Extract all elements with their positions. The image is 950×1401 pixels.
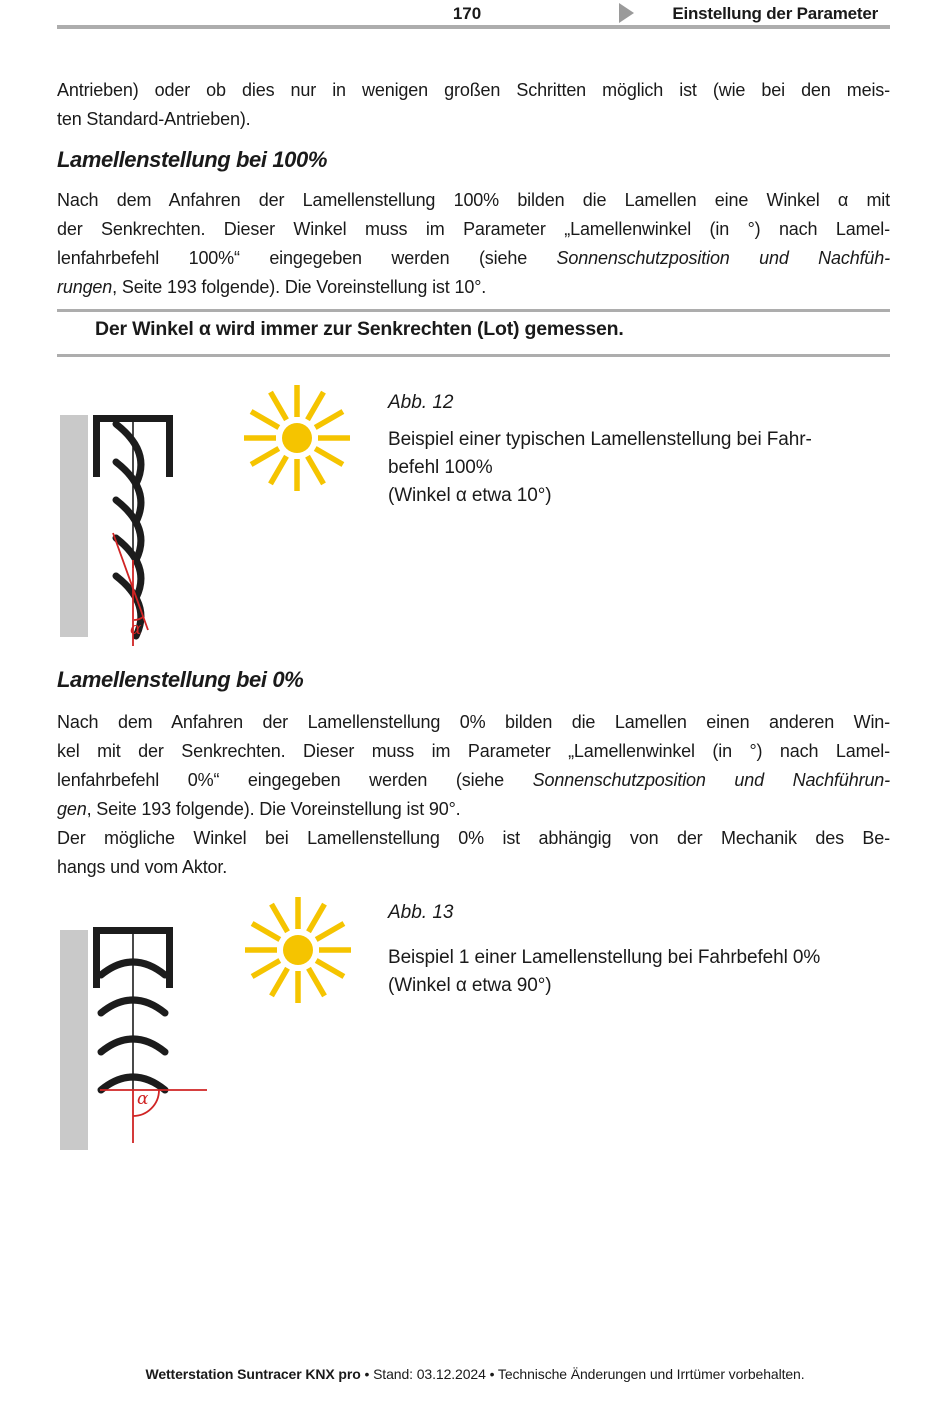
text-line (57, 795, 890, 824)
figure-label: Abb. 12 (388, 392, 454, 413)
text-segment: (Winkel α etwa 90°) (388, 975, 552, 996)
sun-icon (245, 897, 351, 1003)
sun-ray (251, 412, 279, 428)
italic-text-segment: rungen (57, 277, 113, 297)
text-line (57, 853, 890, 882)
sun-ray (271, 456, 287, 484)
italic-text-segment: Sonnenschutzposition und Nachführun- (532, 770, 891, 790)
header-rule (57, 25, 890, 29)
page-number: 170 (452, 4, 482, 23)
sun-ray (315, 412, 343, 428)
alpha-angle-label: α (130, 619, 142, 639)
text-line (57, 186, 890, 215)
text-segment: Beispiel einer typischen Lamellenstellung bei Fahr- (388, 429, 812, 450)
note-rule-bottom (57, 354, 890, 357)
sun-ray (252, 924, 280, 940)
figure-lamella-100-diagram (50, 378, 380, 652)
text-line (57, 708, 890, 737)
sun-ray (251, 449, 279, 465)
text-segment: , Seite 193 folgende). Die Voreinstellung ist 10°. (112, 277, 487, 297)
section-arrow-icon (618, 3, 635, 23)
text-line (57, 215, 890, 244)
sun-ray (316, 961, 344, 977)
text-segment: Beispiel 1 einer Lamellenstellung bei Fahrbefehl 0% (388, 947, 821, 968)
paragraph-lamellenstellung-0 (57, 708, 890, 824)
header-section-title: Einstellung der Parameter (672, 4, 878, 23)
sun-ray (308, 456, 324, 484)
text-segment: lenfahrbefehl 100%“ eingegeben werden (siehe (57, 248, 557, 268)
text-line (57, 766, 890, 795)
text-segment: hangs und vom Aktor. (57, 857, 228, 877)
text-line (57, 824, 890, 853)
note-rule-top (57, 309, 890, 312)
text-segment: Der mögliche Winkel bei Lamellenstellung 0% ist abhängig von der Mechanik des Be- (57, 828, 890, 848)
italic-text-segment: Sonnenschutzposition und Nachfüh- (556, 248, 890, 268)
heading-lamellenstellung-100: Lamellenstellung bei 100% (57, 147, 327, 172)
text-segment: , Seite 193 folgende). Die Voreinstellung ist 90°. (86, 799, 461, 819)
text-segment: (Winkel α etwa 10°) (388, 485, 552, 506)
note-text: Der Winkel α wird immer zur Senkrechten (Lot) gemessen. (95, 318, 624, 340)
sun-ray (308, 392, 324, 420)
sun-ray (271, 392, 287, 420)
figure-label: Abb. 13 (388, 902, 454, 923)
text-line (57, 273, 890, 302)
text-line (388, 426, 908, 454)
text-segment: der Senkrechten. Dieser Winkel muss im Parameter „Lamellenwinkel (in °) nach Lamel- (57, 219, 890, 239)
sun-disc (283, 935, 313, 965)
wall-bar (60, 415, 88, 637)
text-line (57, 105, 890, 134)
paragraph-intro (57, 76, 890, 134)
paragraph-lamellenstellung-100 (57, 186, 890, 302)
heading-lamellenstellung-0: Lamellenstellung bei 0% (57, 667, 304, 692)
wall-bar (60, 930, 88, 1150)
sun-icon (244, 385, 350, 491)
sun-ray (272, 968, 288, 996)
text-line (388, 454, 908, 482)
footer-product-name: Wetterstation Suntracer KNX pro (145, 1366, 361, 1382)
figure-caption (388, 426, 908, 510)
footer-revision-text: • Stand: 03.12.2024 • Technische Änderungen und Irrtümer vorbehalten. (360, 1366, 805, 1382)
sun-ray (272, 904, 288, 932)
sun-disc (282, 423, 312, 453)
text-segment: Nach dem Anfahren der Lamellenstellung 100% bilden die Lamellen eine Winkel α mit (57, 190, 890, 210)
text-line (57, 76, 890, 105)
text-line (57, 737, 890, 766)
text-segment: Antrieben) oder ob dies nur in wenigen großen Schritten möglich ist (wie bei den meis- (57, 80, 890, 100)
text-segment: Nach dem Anfahren der Lamellenstellung 0% bilden die Lamellen einen anderen Win- (57, 712, 890, 732)
text-segment: kel mit der Senkrechten. Dieser muss im Parameter „Lamellenwinkel (in °) nach Lamel- (57, 741, 890, 761)
text-segment: befehl 100% (388, 457, 493, 478)
sun-ray (252, 961, 280, 977)
text-segment: ten Standard-Antrieben). (57, 109, 251, 129)
text-line (388, 972, 908, 1000)
figure-lamella-0-diagram (50, 893, 380, 1167)
italic-text-segment: gen (57, 799, 87, 819)
figure-caption (388, 944, 908, 1000)
sun-ray (316, 924, 344, 940)
text-line (57, 244, 890, 273)
sun-ray (315, 449, 343, 465)
paragraph-mechanik (57, 824, 890, 882)
sun-ray (309, 968, 325, 996)
text-segment: lenfahrbefehl 0%“ eingegeben werden (siehe (57, 770, 533, 790)
page-footer (0, 1366, 950, 1382)
alpha-angle-label: α (137, 1089, 149, 1109)
text-line (388, 482, 908, 510)
text-line (388, 944, 908, 972)
sun-ray (309, 904, 325, 932)
